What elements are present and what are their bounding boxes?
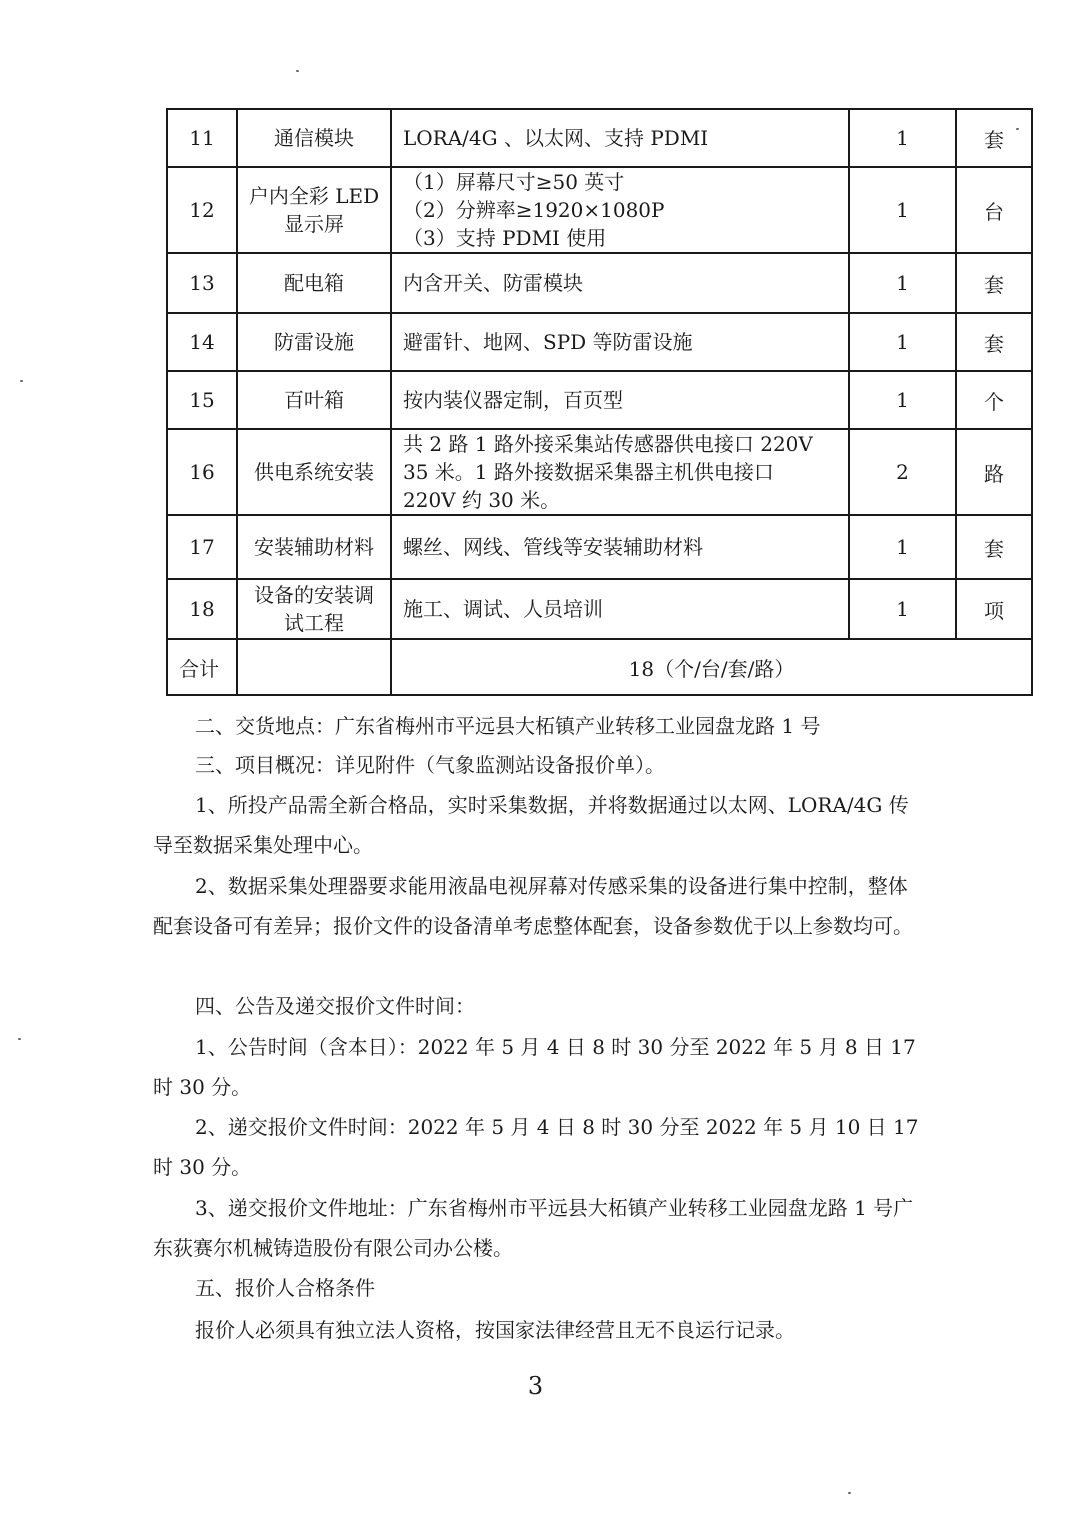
item-name-line: 配电箱: [284, 271, 344, 295]
item-name-line: 安装辅助材料: [254, 535, 374, 559]
item-spec: [391, 429, 849, 515]
item-spec-line: 螺丝、网线、管线等安装辅助材料: [403, 535, 703, 559]
table-row: [167, 429, 1032, 515]
item-name-line: 试工程: [284, 611, 344, 635]
item-quantity: 1: [849, 109, 956, 167]
table-row: [167, 371, 1032, 429]
item-name-line: 防雷设施: [274, 330, 354, 354]
row-number: 12: [167, 167, 237, 253]
notice-time: 1、公告时间（含本日）：2022 年 5 月 4 日 8 时 30 分至 2022 年 5 月 8 日 17 时 30 分。: [153, 1035, 916, 1099]
item-spec-line: 施工、调试、人员培训: [403, 597, 603, 621]
table-row: [167, 579, 1032, 639]
item-spec: [391, 579, 849, 639]
item-spec: [391, 167, 849, 253]
item-name: [237, 253, 391, 313]
table-row: [167, 253, 1032, 313]
item-unit: 套: [956, 515, 1032, 579]
item-spec: [391, 515, 849, 579]
total-row: [167, 639, 1032, 695]
item-spec: [391, 371, 849, 429]
item-name: [237, 371, 391, 429]
table-row: [167, 167, 1032, 253]
item-spec-line: 避雷针、地网、SPD 等防雷设施: [403, 330, 693, 354]
scan-speck: [1016, 128, 1019, 130]
item-spec-line: （1）屏幕尺寸≥50 英寸: [403, 170, 625, 194]
item-spec: [391, 253, 849, 313]
row-number: 15: [167, 371, 237, 429]
page-number: 3: [527, 1372, 544, 1400]
item-quantity: 1: [849, 579, 956, 639]
row-number: 13: [167, 253, 237, 313]
requirement-2: 2、数据采集处理器要求能用液晶电视屏幕对传感采集的设备进行集中控制，整体配套设备可有差异；报价文件的设备清单考虑整体配套，设备参数优于以上参数均可。: [153, 874, 913, 938]
item-unit: 项: [956, 579, 1032, 639]
table-row: [167, 109, 1032, 167]
section-5-heading: 五、报价人合格条件: [195, 1276, 375, 1300]
item-name: [237, 313, 391, 371]
item-quantity: 1: [849, 515, 956, 579]
item-spec-line: 内含开关、防雷模块: [403, 271, 583, 295]
equipment-table-body: [167, 109, 1032, 695]
item-name: [237, 167, 391, 253]
item-unit: 套: [956, 253, 1032, 313]
item-name: [237, 579, 391, 639]
scan-speck: [296, 70, 299, 72]
item-spec-line: 220V 约 30 米。: [403, 488, 561, 512]
item-name-line: 百叶箱: [284, 388, 344, 412]
item-name-line: 通信模块: [274, 126, 354, 150]
row-number: 17: [167, 515, 237, 579]
item-spec-line: （2）分辨率≥1920×1080P: [403, 198, 665, 222]
submission-address: 3、递交报价文件地址：广东省梅州市平远县大柘镇产业转移工业园盘龙路 1 号广东荻赛尔机械铸造股份有限公司办公楼。: [153, 1196, 914, 1260]
requirement-1: 1、所投产品需全新合格品，实时采集数据，并将数据通过以太网、LORA/4G 传导至数据采集处理中心。: [153, 793, 909, 857]
item-spec-line: 共 2 路 1 路外接采集站传感器供电接口 220V: [403, 432, 813, 456]
item-name: [237, 515, 391, 579]
item-name-line: 显示屏: [284, 212, 344, 236]
item-quantity: 1: [849, 253, 956, 313]
item-name-line: 供电系统安装: [254, 460, 374, 484]
item-name: [237, 109, 391, 167]
item-quantity: 1: [849, 313, 956, 371]
row-number: 16: [167, 429, 237, 515]
table-row: [167, 313, 1032, 371]
row-number: 14: [167, 313, 237, 371]
scan-speck: [18, 1038, 21, 1040]
equipment-table: [166, 108, 1033, 696]
item-quantity: 1: [849, 371, 956, 429]
project-overview: 三、项目概况：详见附件（气象监测站设备报价单）。: [195, 753, 665, 777]
item-name-line: 设备的安装调: [254, 583, 374, 607]
scan-speck: [848, 1492, 851, 1494]
row-number: 18: [167, 579, 237, 639]
item-unit: 台: [956, 167, 1032, 253]
item-quantity: 1: [849, 167, 956, 253]
total-label: 合计: [167, 639, 237, 695]
section-4-heading: 四、公告及递交报价文件时间：: [195, 994, 475, 1018]
total-empty-cell: [237, 639, 391, 695]
scan-speck: [20, 380, 23, 382]
item-unit: 路: [956, 429, 1032, 515]
item-spec-line: （3）支持 PDMI 使用: [403, 226, 607, 250]
item-unit: 套: [956, 109, 1032, 167]
item-spec-line: 按内装仪器定制，百页型: [403, 388, 623, 412]
item-spec-line: 35 米。1 路外接数据采集器主机供电接口: [403, 460, 774, 484]
submission-time: 2、递交报价文件时间：2022 年 5 月 4 日 8 时 30 分至 2022 年 5 月 10 日 17 时 30 分。: [153, 1115, 919, 1179]
item-spec: [391, 313, 849, 371]
item-spec-line: LORA/4G 、以太网、支持 PDMI: [403, 126, 709, 150]
item-spec: [391, 109, 849, 167]
delivery-location: 二、交货地点：广东省梅州市平远县大柘镇产业转移工业园盘龙路 1 号: [195, 714, 821, 738]
row-number: 11: [167, 109, 237, 167]
total-value: 18（个/台/套/路）: [391, 639, 1032, 695]
item-name-line: 户内全彩 LED: [248, 184, 380, 208]
qualification-text: 报价人必须具有独立法人资格，按国家法律经营且无不良运行记录。: [195, 1318, 795, 1342]
item-quantity: 2: [849, 429, 956, 515]
item-unit: 套: [956, 313, 1032, 371]
table-row: [167, 515, 1032, 579]
item-unit: 个: [956, 371, 1032, 429]
item-name: [237, 429, 391, 515]
